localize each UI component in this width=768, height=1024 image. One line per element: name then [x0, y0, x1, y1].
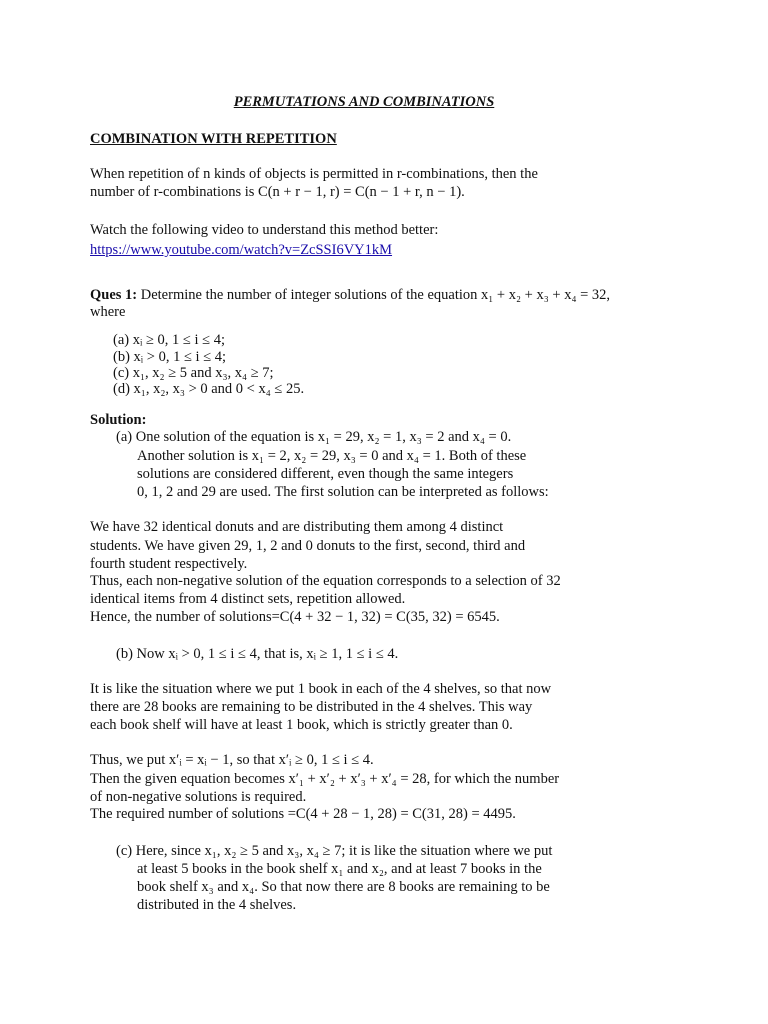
shelves-line-1: It is like the situation where we put 1 book in each of the 4 shelves, so that now — [90, 681, 552, 697]
substitution-line-4: The required number of solutions =C(4 + 28 − 1, 28) = C(31, 28) = 4495. — [90, 806, 516, 822]
solution-a-line-4: 0, 1, 2 and 29 are used. The first solution can be interpreted as follows: — [137, 484, 549, 500]
solution-c-line-4: distributed in the 4 shelves. — [137, 897, 297, 913]
page-title: PERMUTATIONS AND COMBINATIONS — [233, 94, 495, 110]
solution-a-line-2: Another solution is x₁ = 2, x₂ = 29, x₃ = 0 and x₄ = 1. Both of these — [137, 448, 527, 464]
question-text: Determine the number of integer solutions of the equation x₁ + x₂ + x₃ + x₄ = 32, — [137, 287, 611, 303]
donuts-line-4: Thus, each non-negative solution of the equation corresponds to a selection of 32 — [90, 573, 561, 589]
solution-b-line: (b) Now xᵢ > 0, 1 ≤ i ≤ 4, that is, xᵢ ≥ 1, 1 ≤ i ≤ 4. — [116, 646, 399, 662]
question-line — [90, 287, 610, 305]
donuts-line-3: fourth student respectively. — [90, 556, 248, 572]
donuts-line-1: We have 32 identical donuts and are distributing them among 4 distinct — [90, 519, 504, 535]
question-part-c: (c) x₁, x₂ ≥ 5 and x₃, x₄ ≥ 7; — [113, 365, 274, 381]
substitution-line-1: Thus, we put x′ᵢ = xᵢ − 1, so that x′ᵢ ≥ 0, 1 ≤ i ≤ 4. — [90, 752, 374, 768]
solution-c-line-1: (c) Here, since x₁, x₂ ≥ 5 and x₃, x₄ ≥ 7; it is like the situation where we put — [116, 843, 553, 859]
donuts-line-5: identical items from 4 distinct sets, repetition allowed. — [90, 591, 406, 607]
question-part-d: (d) x₁, x₂, x₃ > 0 and 0 < x₄ ≤ 25. — [113, 381, 305, 397]
question-part-b: (b) xᵢ > 0, 1 ≤ i ≤ 4; — [113, 349, 227, 365]
video-link[interactable]: https://www.youtube.com/watch?v=ZcSSI6VY1kM — [90, 242, 393, 258]
substitution-line-2: Then the given equation becomes x′₁ + x′₂ + x′₃ + x′₄ = 28, for which the number — [90, 771, 560, 787]
question-label: Ques 1: — [90, 287, 138, 303]
solution-label: Solution: — [90, 412, 147, 428]
question-part-a: (a) xᵢ ≥ 0, 1 ≤ i ≤ 4; — [113, 332, 226, 348]
video-prompt: Watch the following video to understand this method better: — [90, 222, 439, 238]
shelves-line-3: each book shelf will have at least 1 book, which is strictly greater than 0. — [90, 717, 513, 733]
solution-a-line-3: solutions are considered different, even though the same integers — [137, 466, 514, 482]
question-line-2: where — [90, 304, 126, 320]
intro-line-2: number of r-combinations is C(n + r − 1, r) = C(n − 1 + r, n − 1). — [90, 184, 465, 200]
donuts-line-6: Hence, the number of solutions=C(4 + 32 − 1, 32) = C(35, 32) = 6545. — [90, 609, 500, 625]
substitution-line-3: of non-negative solutions is required. — [90, 789, 307, 805]
section-heading: COMBINATION WITH REPETITION — [90, 131, 337, 147]
donuts-line-2: students. We have given 29, 1, 2 and 0 donuts to the first, second, third and — [90, 538, 526, 554]
intro-line-1: When repetition of n kinds of objects is permitted in r-combinations, then the — [90, 166, 538, 182]
solution-a-line-1: (a) One solution of the equation is x₁ = 29, x₂ = 1, x₃ = 2 and x₄ = 0. — [116, 429, 512, 445]
shelves-line-2: there are 28 books are remaining to be distributed in the 4 shelves. This way — [90, 699, 533, 715]
solution-c-line-2: at least 5 books in the book shelf x₁ and x₂, and at least 7 books in the — [137, 861, 542, 877]
solution-c-line-3: book shelf x₃ and x₄. So that now there are 8 books are remaining to be — [137, 879, 550, 895]
